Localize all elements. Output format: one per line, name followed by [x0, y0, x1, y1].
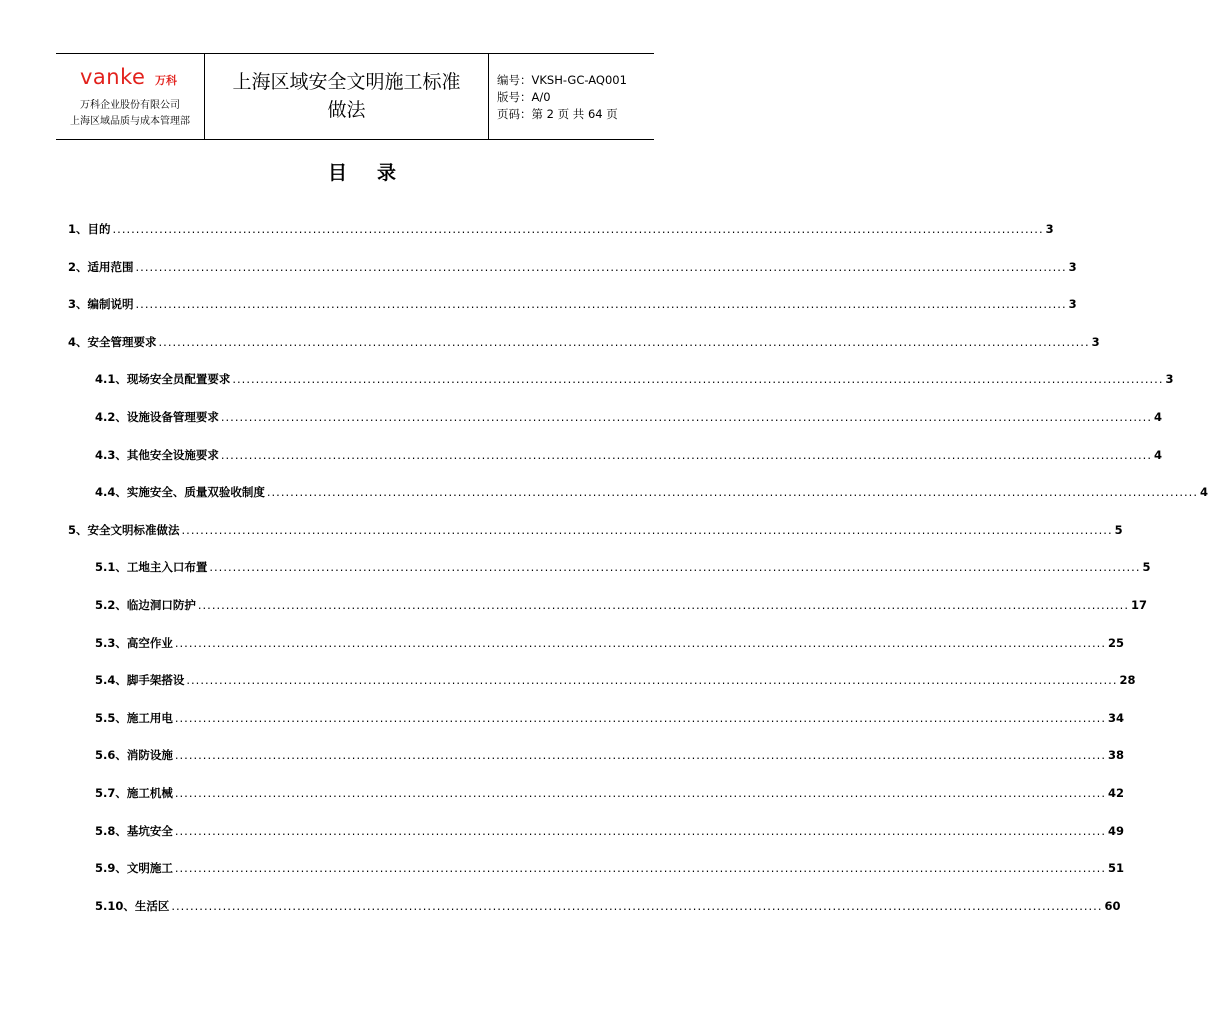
toc-entry[interactable] [68, 220, 1054, 238]
toc-entry-page: 42 [1107, 786, 1124, 800]
toc-entry[interactable] [95, 709, 1124, 727]
logo-cell [56, 54, 205, 139]
toc-leader-dots: ........................................................................................................................................................................................................ [232, 372, 1164, 386]
toc-entry-page: 3 [1091, 335, 1100, 349]
toc-entry-label: 5.8、基坑安全 [95, 824, 173, 838]
toc-entry-label: 4.1、现场安全员配置要求 [95, 372, 231, 386]
toc-leader-dots: ........................................................................................................................................................................................................ [174, 786, 1106, 800]
logo-wordmark: vanke [80, 65, 146, 89]
toc-entry-page: 5 [1142, 560, 1151, 574]
toc-leader-dots: ........................................................................................................................................................................................................ [220, 448, 1152, 462]
toc-entry[interactable] [95, 822, 1124, 840]
document-header [56, 53, 654, 140]
toc-leader-dots: ........................................................................................................................................................................................................ [112, 222, 1044, 236]
toc-entry[interactable] [95, 596, 1147, 614]
toc-entry-label: 4.4、实施安全、质量双验收制度 [95, 485, 265, 499]
toc-entry[interactable] [95, 370, 1174, 388]
document-title-line2: 做法 [327, 99, 366, 121]
toc-entry[interactable] [68, 258, 1077, 276]
toc-entry-page: 51 [1107, 861, 1124, 875]
toc-entry-page: 4 [1199, 485, 1208, 499]
toc-entry[interactable] [95, 671, 1136, 689]
toc-entry-label: 3、编制说明 [68, 297, 134, 311]
toc-entry-label: 1、目的 [68, 222, 111, 236]
toc-entry-page: 60 [1104, 899, 1121, 913]
document-version: 版号：A/0 [497, 90, 551, 104]
toc-entry[interactable] [95, 408, 1162, 426]
toc-entry-label: 5.9、文明施工 [95, 861, 173, 875]
toc-entry-page: 49 [1107, 824, 1124, 838]
toc-entry[interactable] [95, 558, 1151, 576]
toc-entry-label: 5.7、施工机械 [95, 786, 173, 800]
toc-entry-label: 5、安全文明标准做法 [68, 523, 180, 537]
toc-entry[interactable] [95, 859, 1124, 877]
toc-entry-label: 4、安全管理要求 [68, 335, 157, 349]
toc-leader-dots: ........................................................................................................................................................................................................ [197, 598, 1129, 612]
toc-entry[interactable] [95, 897, 1121, 915]
toc-leader-dots: ........................................................................................................................................................................................................ [158, 335, 1090, 349]
toc-entry[interactable] [68, 521, 1123, 539]
toc-entry-label: 4.3、其他安全设施要求 [95, 448, 219, 462]
toc-leader-dots: ........................................................................................................................................................................................................ [220, 410, 1152, 424]
document-code: 编号：VKSH-GC-AQ001 [497, 73, 627, 87]
toc-entry[interactable] [95, 446, 1162, 464]
toc-entry-page: 3 [1165, 372, 1174, 386]
toc-leader-dots: ........................................................................................................................................................................................................ [135, 297, 1067, 311]
toc-entry[interactable] [95, 483, 1208, 501]
toc-entry[interactable] [95, 634, 1124, 652]
toc-entry-label: 2、适用范围 [68, 260, 134, 274]
toc-entry-label: 5.3、高空作业 [95, 636, 173, 650]
toc-leader-dots: ........................................................................................................................................................................................................ [174, 711, 1106, 725]
toc-entry-page: 4 [1153, 410, 1162, 424]
toc-entry-page: 17 [1130, 598, 1147, 612]
toc-leader-dots: ........................................................................................................................................................................................................ [171, 899, 1103, 913]
toc-entry-page: 3 [1068, 297, 1077, 311]
toc-entry-page: 3 [1045, 222, 1054, 236]
toc-entry-page: 25 [1107, 636, 1124, 650]
toc-leader-dots: ........................................................................................................................................................................................................ [174, 861, 1106, 875]
toc-leader-dots: ........................................................................................................................................................................................................ [174, 824, 1106, 838]
logo-chinese: 万科 [155, 74, 177, 87]
toc-leader-dots: ........................................................................................................................................................................................................ [209, 560, 1141, 574]
toc-title: 目录 [327, 162, 426, 184]
company-name: 万科企业股份有限公司 [80, 100, 180, 111]
toc-entry-label: 4.2、设施设备管理要求 [95, 410, 219, 424]
toc-entry-label: 5.6、消防设施 [95, 748, 173, 762]
toc-entry-label: 5.2、临边洞口防护 [95, 598, 196, 612]
toc-leader-dots: ........................................................................................................................................................................................................ [174, 636, 1106, 650]
toc-entry-page: 34 [1107, 711, 1124, 725]
document-title-line1: 上海区域安全文明施工标准 [232, 71, 461, 93]
toc-entry-label: 5.5、施工用电 [95, 711, 173, 725]
toc-entry[interactable] [95, 784, 1124, 802]
toc-entry-page: 38 [1107, 748, 1124, 762]
page-number: 页码：第 2 页 共 64 页 [497, 107, 618, 121]
toc-leader-dots: ........................................................................................................................................................................................................ [266, 485, 1198, 499]
toc-leader-dots: ........................................................................................................................................................................................................ [181, 523, 1113, 537]
toc-entry[interactable] [68, 333, 1100, 351]
toc-entry-page: 5 [1114, 523, 1123, 537]
toc-entry-label: 5.1、工地主入口布置 [95, 560, 208, 574]
toc-entry-label: 5.10、生活区 [95, 899, 170, 913]
toc-entry[interactable] [95, 746, 1124, 764]
toc-leader-dots: ........................................................................................................................................................................................................ [135, 260, 1067, 274]
toc-entry-label: 5.4、脚手架搭设 [95, 673, 185, 687]
meta-cell [489, 54, 654, 139]
toc-entry-page: 3 [1068, 260, 1077, 274]
toc-leader-dots: ........................................................................................................................................................................................................ [186, 673, 1118, 687]
toc-entry[interactable] [68, 295, 1077, 313]
vanke-logo [80, 67, 190, 89]
toc-entry-page: 28 [1119, 673, 1136, 687]
department-name: 上海区域品质与成本管理部 [70, 116, 190, 127]
document-title [205, 68, 488, 124]
toc-entry-page: 4 [1153, 448, 1162, 462]
toc-leader-dots: ........................................................................................................................................................................................................ [174, 748, 1106, 762]
title-cell [205, 54, 489, 139]
